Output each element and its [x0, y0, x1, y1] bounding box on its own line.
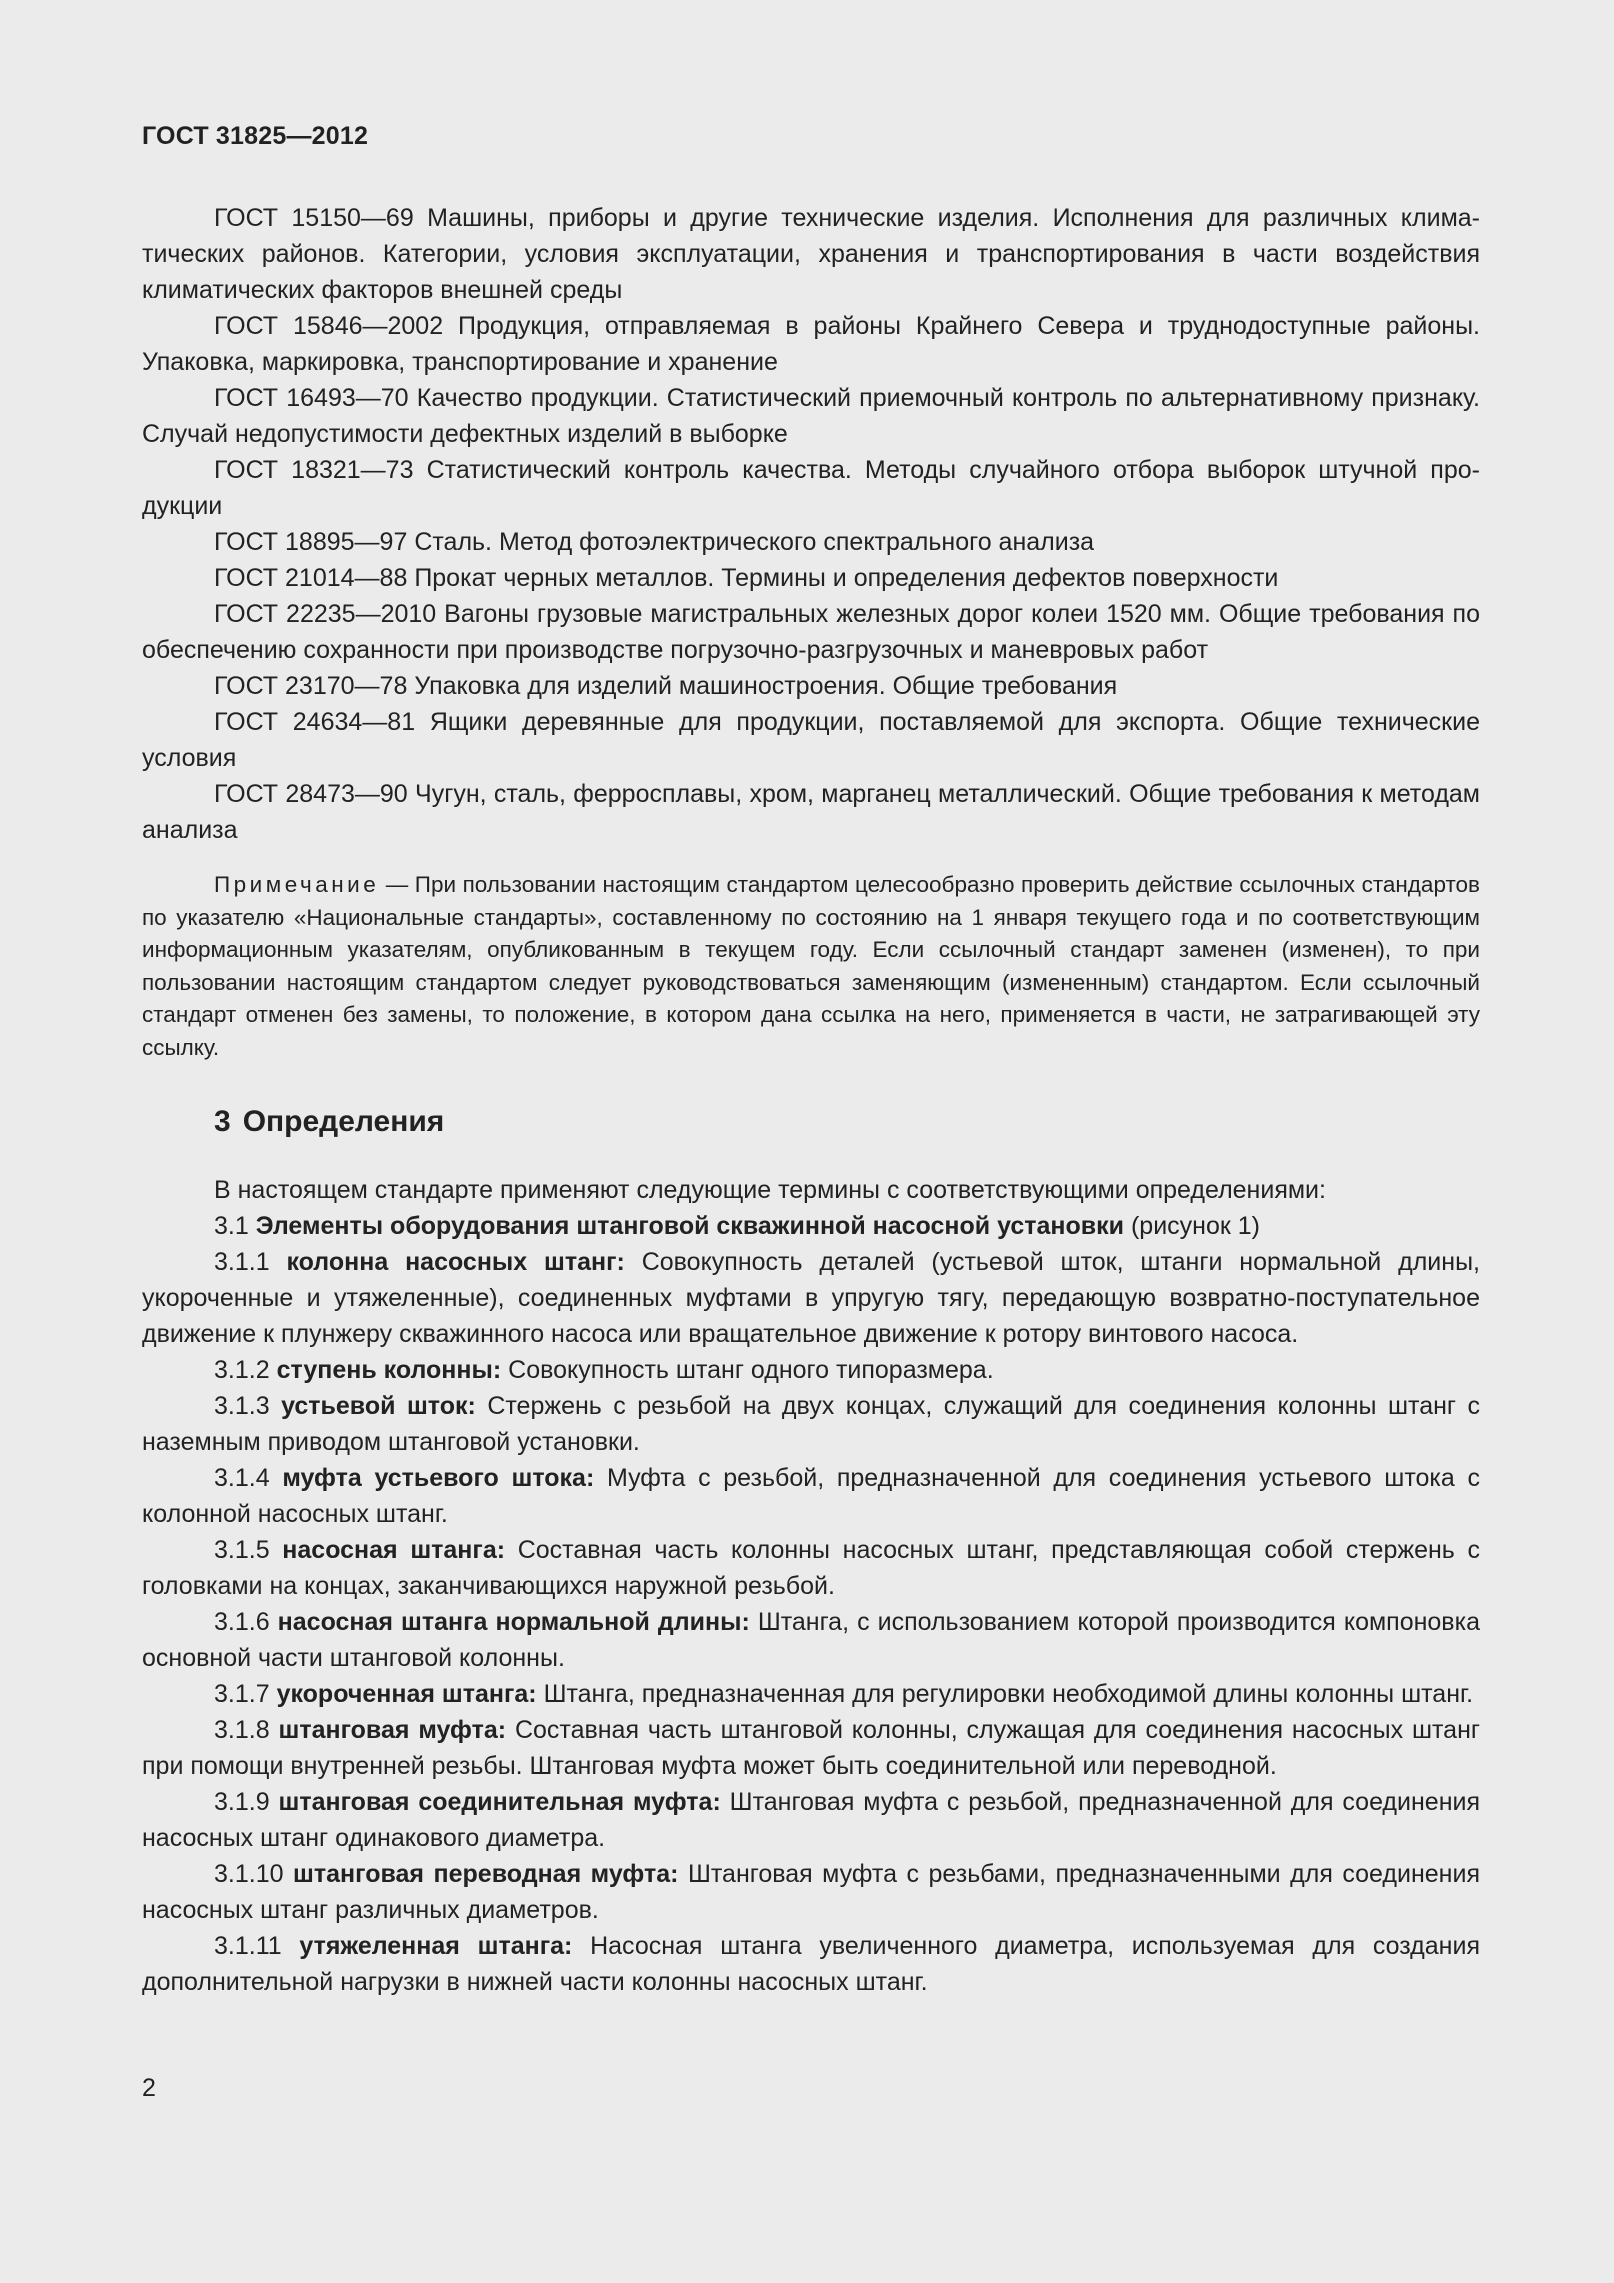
reference-text: Прокат черных металлов. Термины и определения дефектов поверхности — [414, 564, 1279, 592]
definition-term: насосная штанга: — [282, 1536, 506, 1564]
definition-term: Элементы оборудования штанговой скважинной насосной установки — [255, 1212, 1125, 1240]
definition-item — [142, 1388, 1480, 1460]
definition-text: Штанга, с использованием которой производится компоновка основной части штанговой колонны. — [142, 1608, 1480, 1672]
definition-text: Насосная штанга увеличенного диаметра, используемая для создания дополнительной нагрузки в нижней части колонны насосных штанг. — [142, 1932, 1480, 1996]
definition-item — [142, 1784, 1480, 1856]
definition-item — [142, 1244, 1480, 1352]
note-text: — При пользовании настоящим стандартом целесообразно проверить действие ссылочных стандартов по указателю «Национальные стандарты», составленному по состоянию на 1 января текущего года и по соответствующим информационным указателям, опубликованным в текущем году. Если ссылочный стандарт заменен (изменен), то при пользовании настоящим стандартом следует руководствоваться заменяющим (измененным) стандартом. Если ссылочный стандарт отменен без замены, то положение, в котором дана ссылка на него, применяется в части, не затрагивающей эту ссылку. — [142, 872, 1480, 1060]
definition-number: 3.1 — [214, 1212, 249, 1240]
reference-item — [142, 308, 1480, 380]
definition-text: Совокупность деталей (устьевой шток, штанги нормальной длины, укороченные и утяжеленные), соединенных муфтами в упругую тягу, передающую возвратно-поступательное движение к плунжеру скважинного насоса или вращательное движение к ротору винтового насоса. — [142, 1248, 1480, 1348]
definition-text: Составная часть колонны насосных штанг, представляющая собой стержень с головками на концах, заканчивающихся наружной резьбой. — [142, 1536, 1480, 1600]
reference-item — [142, 200, 1480, 308]
reference-item — [142, 452, 1480, 524]
definition-item — [142, 1532, 1480, 1604]
definition-text: Штанговая муфта с резьбой, предназначенной для соединения насосных штанг одинакового диаметра. — [142, 1788, 1480, 1852]
definition-text: Стержень с резьбой на двух концах, служащий для соединения колонны штанг с наземным приводом штанговой установки. — [142, 1392, 1481, 1456]
definition-number: 3.1.3 — [214, 1392, 270, 1420]
definition-text: (рисунок 1) — [1124, 1212, 1260, 1240]
note-paragraph — [142, 869, 1480, 1064]
definitions-intro: В настоящем стандарте применяют следующие термины с соответствующими определениями: — [214, 1176, 1326, 1204]
normative-references — [142, 200, 1480, 848]
definition-number: 3.1.2 — [214, 1356, 270, 1384]
reference-code: ГОСТ 15846—2002 — [214, 312, 444, 340]
definition-term: укороченная штанга: — [276, 1680, 537, 1708]
definition-number: 3.1.6 — [214, 1608, 270, 1636]
definition-number: 3.1.7 — [214, 1680, 270, 1708]
reference-text: Статистический контроль качества. Методы случайного отбора выборок штучной продукции — [142, 456, 1480, 520]
definition-number: 3.1.8 — [214, 1716, 270, 1744]
reference-text: Машины, приборы и другие технические изделия. Исполнения для различных климатических районов. Категории, условия эксплуатации, хранения и транспортирования в части воздействия климатических факторов внешней среды — [142, 204, 1480, 304]
definition-item — [142, 1856, 1480, 1928]
definitions-list — [142, 1172, 1480, 2000]
reference-code: ГОСТ 23170—78 — [214, 672, 408, 700]
definition-item — [142, 1604, 1480, 1676]
definition-item — [142, 1352, 1480, 1388]
section-number: 3 — [214, 1105, 231, 1138]
reference-code: ГОСТ 24634—81 — [214, 708, 416, 736]
definition-term: ступень колонны: — [276, 1356, 502, 1384]
definition-term: штанговая соединительная муфта: — [278, 1788, 721, 1816]
note-label: Примечание — [214, 872, 380, 897]
definition-item — [142, 1712, 1480, 1784]
reference-text: Упаковка для изделий машиностроения. Общие требования — [414, 672, 1118, 700]
definition-term: насосная штанга нормальной длины: — [277, 1608, 750, 1636]
definition-term: штанговая переводная муфта: — [293, 1860, 679, 1888]
reference-text: Продукция, отправляемая в районы Крайнего Севера и труднодоступные районы. Упаковка, маркировка, транспортирование и хранение — [142, 312, 1480, 376]
reference-code: ГОСТ 21014—88 — [214, 564, 408, 592]
definition-item — [142, 1928, 1480, 2000]
definition-term: утяжеленная штанга: — [299, 1932, 573, 1960]
definition-text: Совокупность штанг одного типоразмера. — [501, 1356, 994, 1384]
definition-item — [142, 1676, 1480, 1712]
definition-term: колонна насосных штанг: — [286, 1248, 625, 1276]
definition-term: устьевой шток: — [281, 1392, 476, 1420]
reference-item — [142, 776, 1480, 848]
reference-code: ГОСТ 16493—70 — [214, 384, 409, 412]
reference-item — [142, 668, 1480, 704]
definition-term: штанговая муфта: — [278, 1716, 507, 1744]
section-title: Определения — [242, 1105, 445, 1138]
definition-text: Муфта с резьбой, предназначенной для соединения устьевого штока с колонной насосных штанг. — [142, 1464, 1480, 1528]
reference-code: ГОСТ 28473—90 — [214, 780, 408, 808]
definition-number: 3.1.1 — [214, 1248, 270, 1276]
reference-code: ГОСТ 18321—73 — [214, 456, 414, 484]
reference-item — [142, 704, 1480, 776]
definition-term: муфта устьевого штока: — [282, 1464, 595, 1492]
definition-number: 3.1.4 — [214, 1464, 270, 1492]
reference-code: ГОСТ 15150—69 — [214, 204, 414, 232]
definition-item — [142, 1460, 1480, 1532]
definition-number: 3.1.5 — [214, 1536, 270, 1564]
definition-number: 3.1.11 — [214, 1932, 282, 1960]
reference-text: Сталь. Метод фотоэлектрического спектрального анализа — [414, 528, 1095, 556]
definition-item — [142, 1208, 1480, 1244]
reference-item — [142, 596, 1480, 668]
definition-number: 3.1.9 — [214, 1788, 270, 1816]
reference-text: Вагоны грузовые магистральных железных дорог колеи 1520 мм. Общие требования по обеспечению сохранности при производстве погрузочно-разгрузочных и маневровых работ — [142, 600, 1480, 664]
definition-text: Штанговая муфта с резьбами, предназначенными для соединения насосных штанг различных диаметров. — [142, 1860, 1480, 1924]
page-number: 2 — [142, 2074, 156, 2102]
reference-text: Чугун, сталь, ферросплавы, хром, марганец металлический. Общие требования к методам анализа — [142, 780, 1480, 844]
definition-text: Штанга, предназначенная для регулировки необходимой длины колонны штанг. — [536, 1680, 1474, 1708]
definition-number: 3.1.10 — [214, 1860, 284, 1888]
document-header: ГОСТ 31825—2012 — [142, 122, 369, 150]
document-body — [142, 200, 1480, 2000]
reference-item — [142, 560, 1480, 596]
reference-item — [142, 380, 1480, 452]
reference-text: Ящики деревянные для продукции, поставляемой для экспорта. Общие технические условия — [142, 708, 1480, 772]
reference-text: Качество продукции. Статистический приемочный контроль по альтернативному признаку. Случай недопустимости дефектных изделий в выборке — [142, 384, 1480, 448]
definition-text: Составная часть штанговой колонны, служащая для соединения насосных штанг при помощи внутренней резьбы. Штанговая муфта может быть соединительной или переводной. — [142, 1716, 1481, 1780]
reference-code: ГОСТ 18895—97 — [214, 528, 408, 556]
section-heading — [214, 1102, 1480, 1142]
reference-item — [142, 524, 1480, 560]
reference-code: ГОСТ 22235—2010 — [214, 600, 437, 628]
